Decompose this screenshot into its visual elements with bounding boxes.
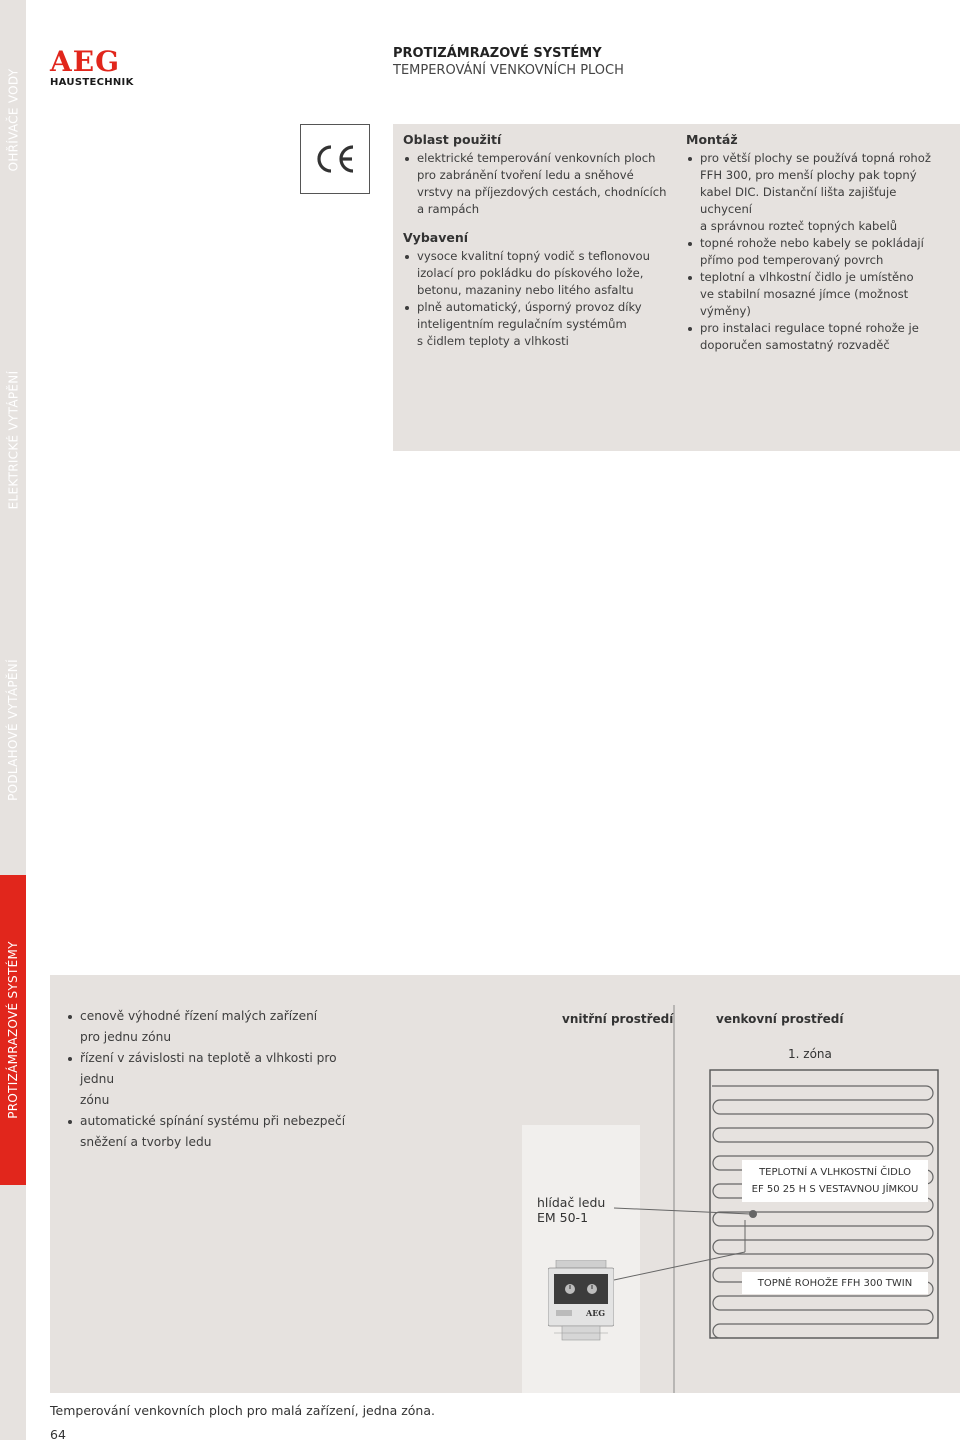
list-line: automatické spínání systému při nebezpečí [80, 1114, 346, 1128]
device-brand: AEG [586, 1308, 606, 1318]
list-item [403, 299, 668, 350]
list-line: a správnou rozteč topných kabelů [700, 219, 898, 233]
outdoor-label: venkovní prostředí [716, 1012, 844, 1026]
list-item [686, 150, 952, 235]
section-heading-equipment: Vybavení [403, 230, 469, 245]
device-label-model: EM 50-1 [537, 1210, 589, 1225]
list-line: pro instalaci regulace topné rohože je [700, 321, 919, 335]
list-line: s čidlem teploty a vlhkosti [417, 334, 569, 348]
section-sidebar [0, 0, 26, 1440]
ce-mark-icon [300, 124, 370, 194]
list-line: topné rohože nebo kabely se pokládají [700, 236, 924, 250]
sensor-wire [614, 1208, 750, 1214]
list-line: cenově výhodné řízení malých zařízení [80, 1009, 318, 1023]
sidebar-tab-label: PROTIZÁMRAZOVÉ SYSTÉMY [6, 941, 20, 1119]
mat-label-text: TOPNÉ ROHOŽE FFH 300 TWIN [757, 1277, 913, 1289]
list-line: kabel DIC. Distanční lišta zajišťuje uchycení [700, 185, 897, 216]
list-item [686, 235, 952, 269]
list-line: pro větší plochy se používá topná rohož [700, 151, 931, 165]
list-line: FFH 300, pro menší plochy pak topný [700, 168, 917, 182]
list-line: doporučen samostatný rozvaděč [700, 338, 890, 352]
sensor-label-line2: EF 50 25 H S VESTAVNOU JÍMKOU [751, 1184, 919, 1195]
list-line: vrstvy na příjezdových cestách, chodnících [417, 185, 667, 199]
page-title: PROTIZÁMRAZOVÉ SYSTÉMY [393, 46, 602, 61]
indoor-label: vnitřní prostředí [562, 1012, 674, 1026]
list-item [66, 1048, 366, 1111]
list-line: a rampách [417, 202, 480, 216]
sidebar-tab-antifreeze-systems[interactable] [0, 875, 26, 1185]
list-line: izolací pro pokládku do pískového lože, [417, 266, 644, 280]
list-line: teplotní a vlhkostní čidlo je umístěno [700, 270, 914, 284]
list-line: elektrické temperování venkovních ploch [417, 151, 656, 165]
sensor-label-line1: TEPLOTNÍ A VLHKOSTNÍ ČIDLO [759, 1167, 911, 1178]
list-item [66, 1111, 366, 1153]
list-item [686, 269, 952, 320]
list-item [66, 1006, 366, 1048]
installation-list [686, 150, 952, 354]
sidebar-tab-label: ELEKTRICKÉ VYTÁPĚNÍ [6, 370, 21, 510]
list-line: řízení v závislosti na teplotě a vlhkosti pro jednu [80, 1051, 337, 1086]
ce-mark-graphic [311, 139, 359, 179]
usage-list [403, 150, 668, 218]
section-heading-usage: Oblast použití [403, 132, 502, 147]
device-label-name: hlídač ledu [537, 1195, 606, 1210]
feature-list [66, 1006, 366, 1165]
feature-bullets [66, 1006, 366, 1153]
device-graphic [548, 1260, 614, 1346]
list-line: ve stabilní mosazné jímce (možnost [700, 287, 909, 301]
connection-lines [600, 1180, 800, 1290]
aeg-logo [50, 45, 134, 88]
logo-brand: AEG [50, 45, 120, 78]
list-item [403, 150, 668, 218]
list-line: betonu, mazaniny nebo litého asfaltu [417, 283, 634, 297]
sidebar-tab-floor-heating[interactable] [0, 585, 26, 875]
page-subtitle: TEMPEROVÁNÍ VENKOVNÍCH PLOCH [393, 63, 624, 78]
list-line: plně automatický, úsporný provoz díky [417, 300, 642, 314]
sidebar-tab-electric-heating[interactable] [0, 295, 26, 585]
installation-panel [676, 124, 960, 451]
figure-caption: Temperování venkovních ploch pro malá zařízení, jedna zóna. [50, 1403, 435, 1418]
list-item [403, 248, 668, 299]
equipment-list [403, 248, 668, 350]
list-line: pro zabránění tvoření ledu a sněhové [417, 168, 634, 182]
list-line: zónu [80, 1093, 110, 1107]
usage-equipment-panel [393, 124, 676, 451]
page-number: 64 [50, 1427, 66, 1442]
sidebar-tab-label: PODLAHOVÉ VYTÁPĚNÍ [6, 659, 20, 801]
list-line: inteligentním regulačním systémům [417, 317, 627, 331]
list-line: výměny) [700, 304, 751, 318]
sidebar-tab-label: OHŘÍVAČE VODY [6, 68, 21, 172]
list-line: přímo pod temperovaný povrch [700, 253, 884, 267]
logo-sub: HAUSTECHNIK [50, 77, 134, 88]
mat-wire [614, 1252, 745, 1280]
list-line: pro jednu zónu [80, 1030, 172, 1044]
ice-monitor-device-icon [548, 1260, 614, 1346]
list-line: vysoce kvalitní topný vodič s teflonovou [417, 249, 651, 263]
section-heading-installation: Montáž [686, 132, 738, 147]
zone-label: 1. zóna [788, 1047, 832, 1061]
list-item [686, 320, 952, 354]
sensor-probe-icon [749, 1210, 757, 1218]
list-line: sněžení a tvorby ledu [80, 1135, 212, 1149]
sidebar-tab-water-heaters[interactable] [0, 0, 26, 240]
